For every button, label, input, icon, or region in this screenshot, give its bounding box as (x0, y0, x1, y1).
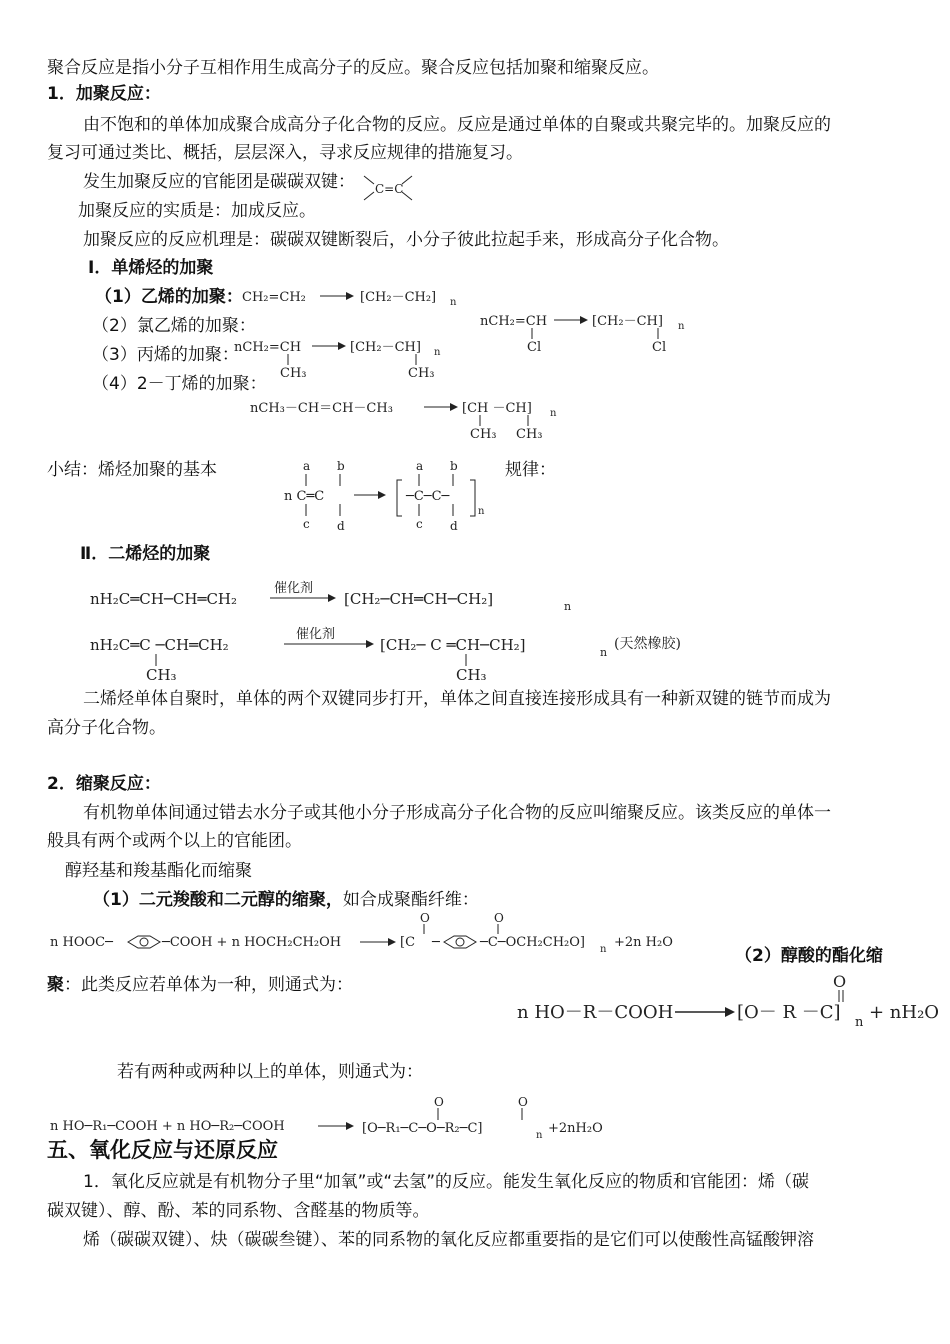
svg-text:n: n (478, 506, 485, 517)
multi-monomer-text: 若有两种或两种以上的单体，则通式为： (117, 1062, 423, 1082)
svg-text:+2n H₂O: +2n H₂O (614, 935, 673, 950)
svg-text:[CH －CH]: [CH －CH] (462, 401, 532, 416)
svg-text:[O－ R －C]: [O－ R －C] (737, 1002, 841, 1023)
svg-text:[CH₂─CH═CH─CH₂]: [CH₂─CH═CH─CH₂] (344, 590, 494, 608)
polyester-line (93, 890, 479, 910)
hydroxy-acid-desc: ：此类反应若单体为一种，则通式为： (64, 975, 353, 995)
svg-text:n: n (450, 297, 457, 308)
s2-paragraph-1b: 般具有两个或两个以上的官能团。 (47, 831, 302, 851)
functional-group-text: 发生加聚反应的官能团是碳碳双键： (83, 172, 355, 192)
svg-text:+ nH₂O: + nH₂O (869, 1002, 940, 1023)
s5-paragraph-2: 烯（碳碳双键）、炔（碳碳叁键）、苯的同系物的氧化反应都重要指的是它们可以使酸性高锰酸钾溶 (83, 1230, 814, 1250)
svg-text:CH₃: CH₃ (408, 366, 435, 381)
svg-text:[CH₂─ C ═CH─CH₂]: [CH₂─ C ═CH─CH₂] (380, 636, 526, 654)
svg-text:n: n (678, 321, 685, 332)
svg-text:CH₃: CH₃ (280, 366, 307, 381)
double-bond-formula: C=C (375, 182, 404, 196)
svg-text:CH₃: CH₃ (516, 427, 543, 442)
propylene-label: （3）丙烯的加聚： (92, 345, 239, 365)
ethylene-equation (240, 284, 475, 310)
svg-text:CH₃: CH₃ (456, 666, 487, 682)
hydroxy-acid-label-b: 聚 (47, 975, 64, 995)
svg-text:b: b (450, 459, 458, 473)
svg-text:O: O (420, 911, 430, 925)
polyester-equation (48, 910, 688, 960)
svg-text:c: c (416, 517, 423, 531)
svg-text:c: c (303, 517, 310, 531)
svg-text:a: a (416, 459, 424, 473)
essence-text: 加聚反应的实质是：加成反应。 (78, 201, 316, 221)
butene-label: （4）2－丁烯的加聚： (92, 374, 267, 394)
svg-text:[CH₂－CH]: [CH₂－CH] (350, 340, 421, 355)
svg-text:n: n (536, 1130, 543, 1141)
svg-text:+2nH₂O: +2nH₂O (548, 1121, 603, 1136)
ethylene-label: （1）乙烯的加聚： (95, 287, 243, 307)
mechanism-text: 加聚反应的反应机理是：碳碳双键断裂后，小分子彼此拉起手来，形成高分子化合物。 (83, 230, 729, 250)
polyester-desc: 如合成聚酯纤维： (342, 890, 479, 910)
svg-text:b: b (337, 459, 345, 473)
svg-text:─: ─ (432, 935, 440, 950)
svg-text:[O─R₁─C─O─R₂─C]: [O─R₁─C─O─R₂─C] (362, 1121, 483, 1136)
svg-text:nH₂C═C ─CH═CH₂: nH₂C═C ─CH═CH₂ (90, 636, 229, 654)
svg-text:a: a (303, 459, 311, 473)
svg-text:[CH₂－CH]: [CH₂－CH] (592, 314, 663, 329)
svg-text:nCH₃－CH＝CH－CH₃: nCH₃－CH＝CH－CH₃ (250, 401, 393, 416)
svg-text:[C: [C (400, 935, 416, 950)
diene-paragraph-a: 二烯烃单体自聚时，单体的两个双键同步打开，单体之间直接连接形成具有一种新双键的链节而成为 (83, 689, 831, 709)
vinyl-chloride-equation (478, 309, 703, 357)
polyester-label: （1）二元羧酸和二元醇的缩聚， (93, 890, 343, 910)
svg-text:Cl: Cl (652, 340, 667, 355)
subsection-I-heading: Ⅰ．单烯烃的加聚 (88, 258, 214, 278)
svg-text:O: O (494, 911, 504, 925)
butene-equation (248, 396, 568, 444)
svg-text:n: n (600, 944, 607, 955)
svg-text:n: n (855, 1015, 864, 1030)
summary-text-a: 小结：烯烃加聚的基本 (47, 460, 217, 480)
svg-text:n: n (434, 347, 441, 358)
svg-text:n C═C: n C═C (284, 489, 325, 504)
svg-text:CH₂=CH₂: CH₂=CH₂ (242, 290, 306, 305)
s2-paragraph-1a: 有机物单体间通过错去水分子或其他小分子形成高分子化合物的反应叫缩聚反应。该类反应的单体一 (83, 803, 831, 823)
svg-text:nCH₂=CH: nCH₂=CH (234, 340, 302, 355)
s5-paragraph-1b: 碳双键）、醇、酚、苯的同系物、含醛基的物质等。 (47, 1201, 430, 1221)
svg-text:n: n (550, 408, 557, 419)
s1-paragraph-1b: 复习可通过类比、概括，层层深入，寻求反应规律的措施复习。 (47, 143, 523, 163)
svg-text:nH₂C═CH─CH═CH₂: nH₂C═CH─CH═CH₂ (90, 590, 238, 608)
catalyst-label-1: 催化剂 (274, 581, 314, 596)
general-addition-polymerization (280, 456, 495, 538)
svg-text:O: O (833, 972, 847, 991)
section-1-heading: 1．加聚反应： (47, 84, 161, 104)
svg-text:n HOOC─: n HOOC─ (50, 935, 113, 950)
double-bond-structure (362, 174, 414, 204)
svg-text:Cl: Cl (527, 340, 542, 355)
catalyst-label-2: 催化剂 (296, 627, 336, 642)
svg-text:CH₃: CH₃ (470, 427, 497, 442)
esterification-text: 醇羟基和羧基酯化而缩聚 (65, 861, 252, 881)
svg-text:d: d (337, 519, 345, 533)
svg-text:nCH₂=CH: nCH₂=CH (480, 314, 548, 329)
svg-text:n HO－R－COOH: n HO－R－COOH (517, 1002, 674, 1023)
svg-text:CH₃: CH₃ (146, 666, 177, 682)
svg-text:─C─C─: ─C─C─ (406, 489, 450, 504)
svg-text:O: O (434, 1095, 444, 1109)
natural-rubber-note: (天然橡胶) (614, 636, 681, 652)
s1-paragraph-1a: 由不饱和的单体加成聚合成高分子化合物的反应。反应是通过单体的自聚或共聚完毕的。加聚反应的 (83, 115, 831, 135)
hydroxy-acid-equation (515, 970, 947, 1032)
subsection-II-heading: Ⅱ．二烯烃的加聚 (80, 544, 211, 564)
svg-text:n: n (564, 600, 572, 613)
s5-paragraph-1a: 1．氧化反应就是有机物分子里“加氧”或“去氢”的反应。能发生氧化反应的物质和官能团：烯（碳 (83, 1172, 810, 1192)
svg-text:─COOH + n HOCH₂CH₂OH: ─COOH + n HOCH₂CH₂OH (162, 935, 342, 950)
isoprene-equation (88, 624, 718, 682)
intro-paragraph: 聚合反应是指小分子互相作用生成高分子的反应。聚合反应包括加聚和缩聚反应。 (47, 58, 659, 78)
butadiene-equation (88, 578, 588, 614)
svg-text:n: n (600, 646, 608, 659)
svg-text:O: O (518, 1095, 528, 1109)
hydroxy-acid-line (47, 975, 353, 995)
diene-paragraph-b: 高分子化合物。 (47, 718, 166, 738)
section-5-heading: 五、氧化反应与还原反应 (47, 1138, 278, 1162)
section-2-heading: 2．缩聚反应： (47, 774, 161, 794)
hydroxy-acid-label-a: （2）醇酸的酯化缩 (735, 946, 883, 966)
svg-text:d: d (450, 519, 458, 533)
svg-text:[CH₂－CH₂]: [CH₂－CH₂] (360, 290, 437, 305)
summary-text-b: 规律： (505, 460, 556, 480)
svg-text:n HO─R₁─COOH + n HO─R₂─COOH: n HO─R₁─COOH + n HO─R₂─COOH (50, 1119, 285, 1134)
vinyl-chloride-label: （2）氯乙烯的加聚： (92, 316, 256, 336)
svg-text:─C─OCH₂CH₂O]: ─C─OCH₂CH₂O] (480, 935, 585, 950)
